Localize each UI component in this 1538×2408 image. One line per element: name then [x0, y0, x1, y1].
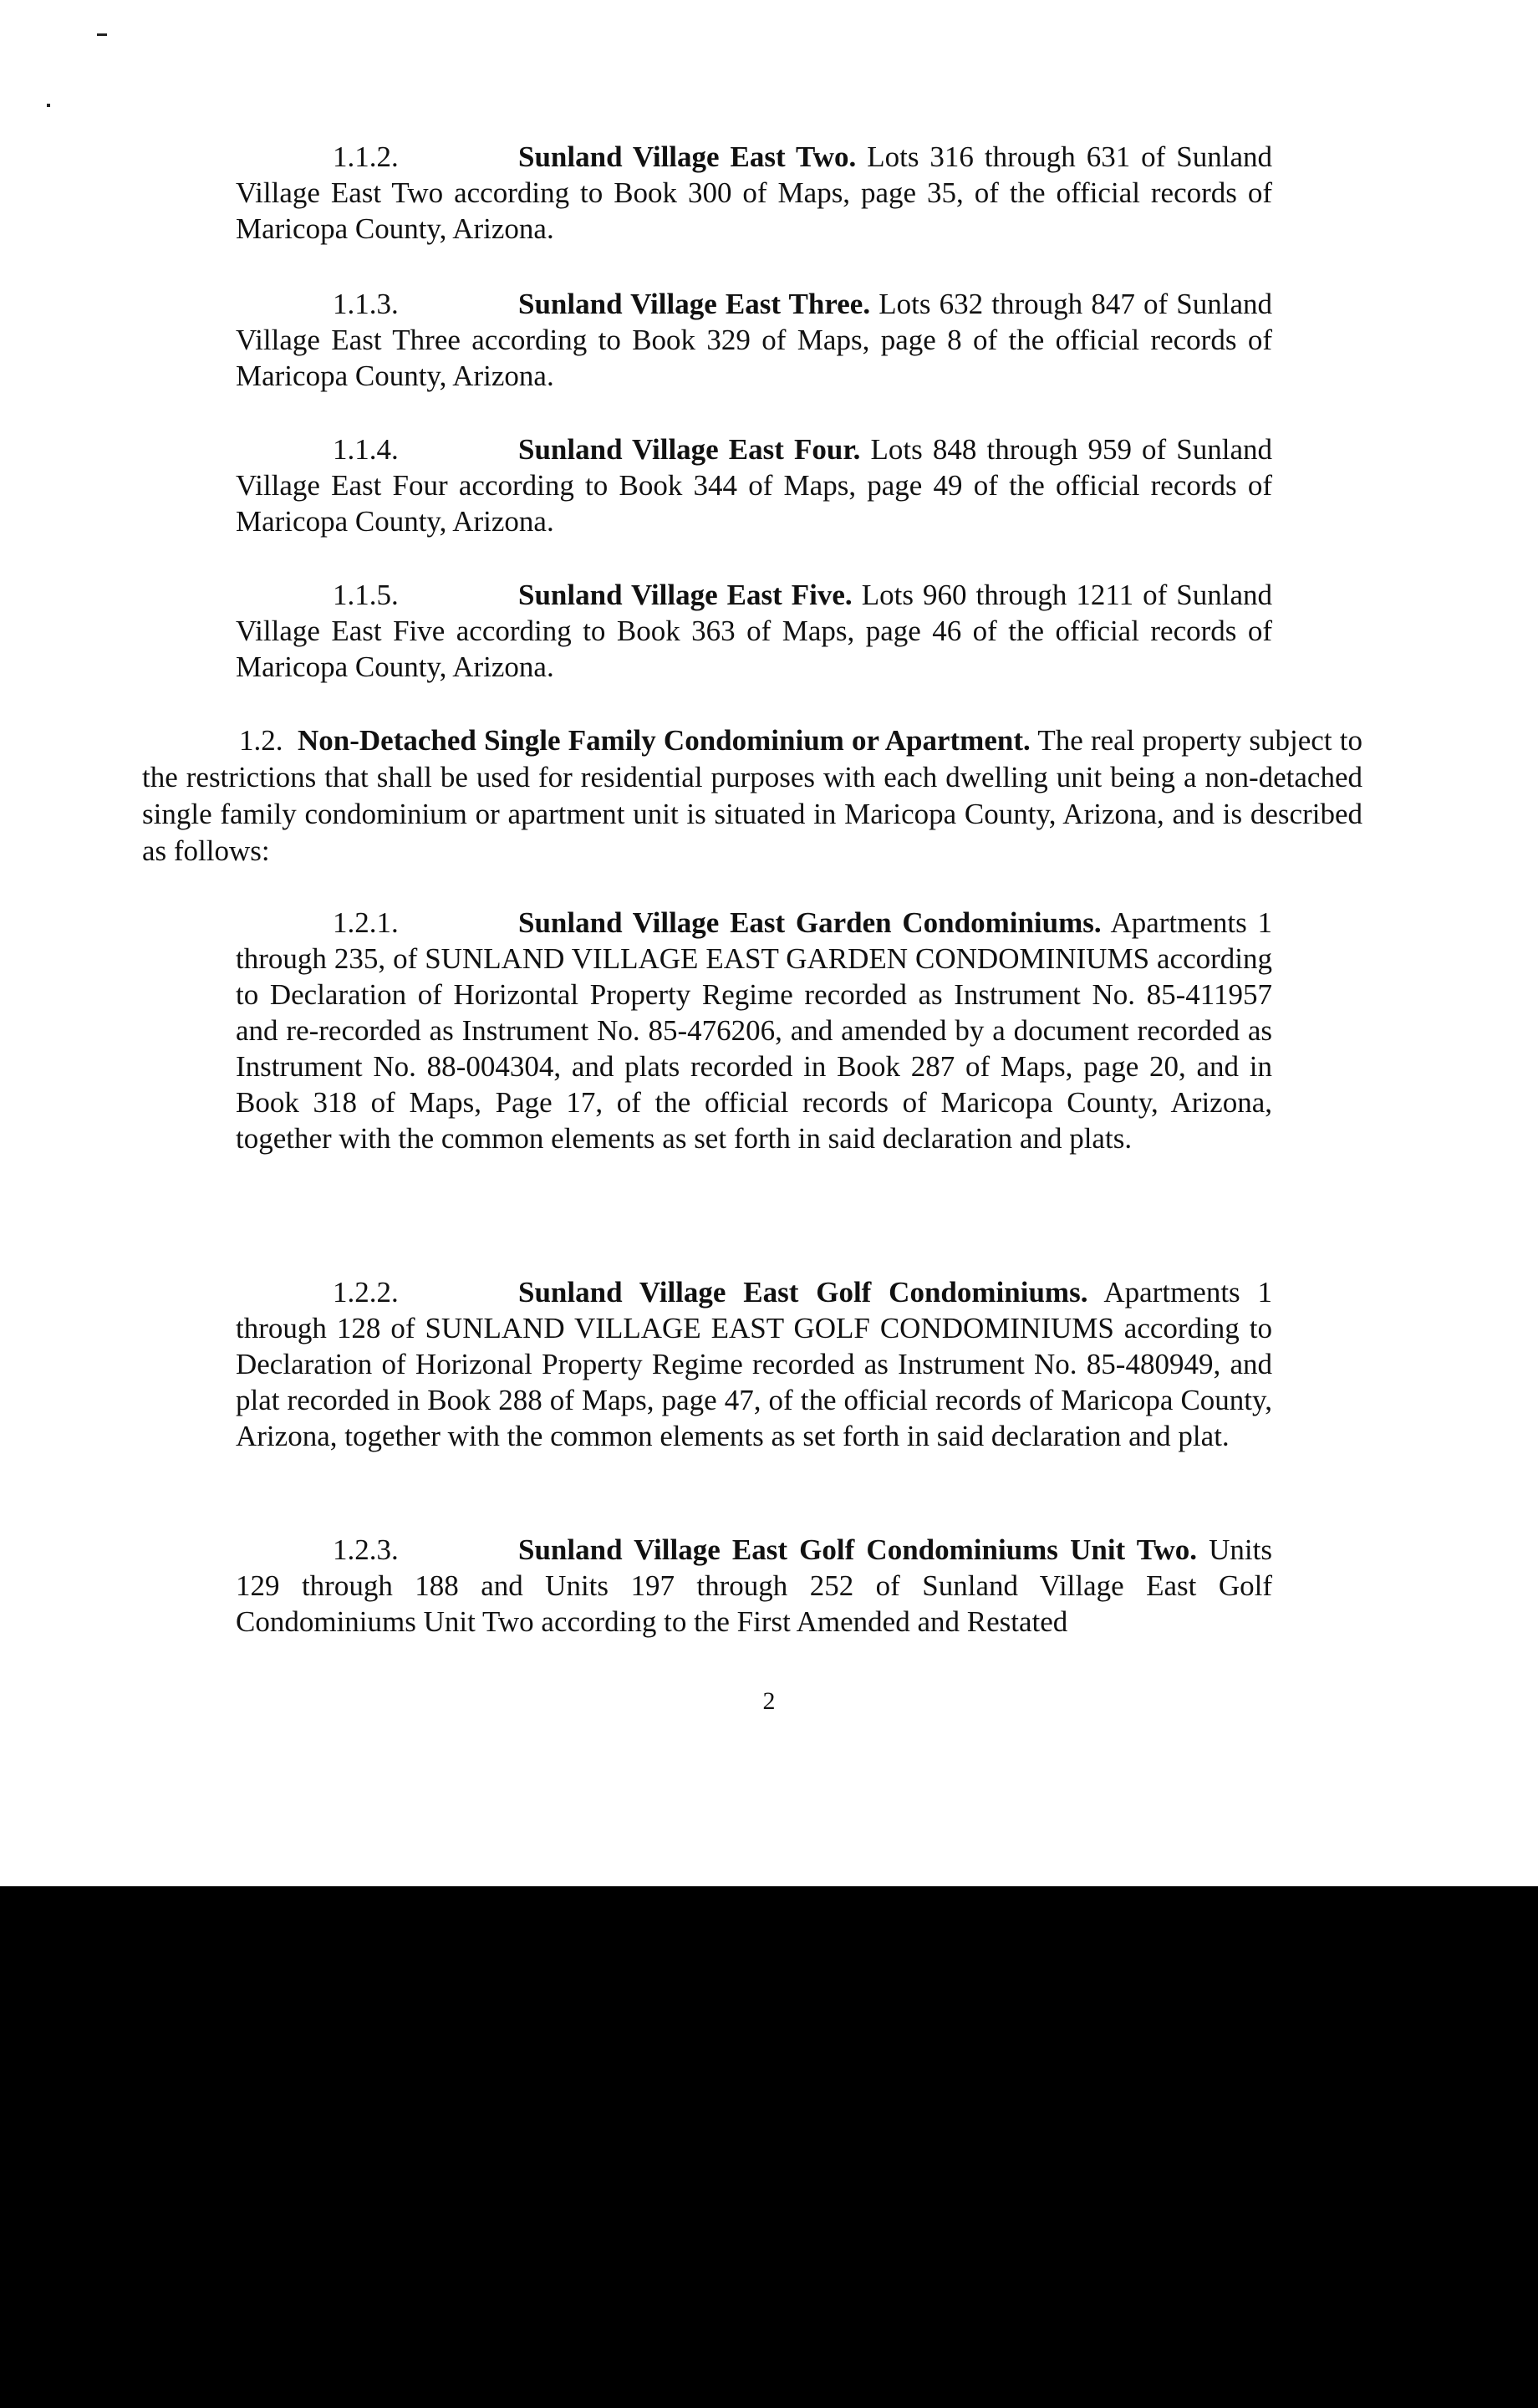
- scan-speck: [97, 33, 107, 36]
- section-title: Sunland Village East Four.: [518, 433, 861, 466]
- page-number: 2: [762, 1687, 776, 1715]
- section-body: Lots 316 through 631 of Sunland Village East Two according to Book 300 of Maps, page 35, of the official records of Maricopa County, Arizona.: [236, 140, 1273, 245]
- section-1-1-5: [236, 577, 1272, 685]
- section-1-1-4: [236, 431, 1272, 539]
- section-number: 1.1.3.: [333, 288, 399, 320]
- section-number: 1.2.3.: [333, 1533, 399, 1566]
- section-number: 1.2.: [239, 724, 283, 757]
- section-body: The real property subject to the restrictions that shall be used for residential purposes with each dwelling unit being a non-detached single family condominium or apartment unit is situated in Maricopa County, Arizona, and is described as follows:: [142, 724, 1363, 867]
- section-1-1-2: [236, 139, 1272, 247]
- section-number: 1.2.2.: [333, 1276, 399, 1309]
- section-number: 1.1.2.: [333, 140, 399, 173]
- section-title: Sunland Village East Golf Condominiums Unit Two.: [518, 1533, 1197, 1566]
- section-number: 1.1.5.: [333, 579, 399, 611]
- section-number: 1.2.1.: [333, 906, 399, 939]
- section-title: Non-Detached Single Family Condominium or Apartment.: [298, 724, 1031, 757]
- scan-border: [0, 1886, 1538, 2408]
- section-number: 1.1.4.: [333, 433, 399, 466]
- section-title: Sunland Village East Five.: [518, 579, 853, 611]
- section-1-2-2: [236, 1274, 1272, 1454]
- section-1-2-3: [236, 1532, 1272, 1640]
- section-1-2: [142, 722, 1362, 870]
- section-body: Apartments 1 through 235, of SUNLAND VILLAGE EAST GARDEN CONDOMINIUMS according to Declaration of Horizontal Property Regime recorded as Instrument No. 85-411957 and re-recorded as Instrument No. 85-476206, and amended by a document recorded as Instrument No. 88-004304, and plats recorded in Book 287 of Maps, page 20, and in Book 318 of Maps, Page 17, of the official records of Maricopa County, Arizona, together with the common elements as set forth in said declaration and plats.: [236, 906, 1272, 1155]
- section-body: Lots 632 through 847 of Sunland Village East Three according to Book 329 of Maps, page 8 of the official records of Maricopa County, Arizona.: [236, 288, 1273, 392]
- section-body: Lots 960 through 1211 of Sunland Village East Five according to Book 363 of Maps, page 46 of the official records of Maricopa County, Arizona.: [236, 579, 1273, 683]
- section-title: Sunland Village East Garden Condominiums.: [518, 906, 1102, 939]
- scan-speck: [47, 104, 50, 107]
- section-title: Sunland Village East Three.: [518, 288, 871, 320]
- section-title: Sunland Village East Two.: [518, 140, 857, 173]
- section-body: Apartments 1 through 128 of SUNLAND VILLAGE EAST GOLF CONDOMINIUMS according to Declaration of Horizonal Property Regime recorded as Instrument No. 85-480949, and plat recorded in Book 288 of Maps, page 47, of the official records of Maricopa County, Arizona, together with the common elements as set forth in said declaration and plat.: [236, 1276, 1273, 1452]
- section-title: Sunland Village East Golf Condominiums.: [518, 1276, 1088, 1309]
- section-1-2-1: [236, 905, 1272, 1156]
- section-body: Units 129 through 188 and Units 197 through 252 of Sunland Village East Golf Condominiums Unit Two according to the First Amended and Restated: [236, 1533, 1273, 1638]
- section-1-1-3: [236, 286, 1272, 394]
- section-body: Lots 848 through 959 of Sunland Village East Four according to Book 344 of Maps, page 49 of the official records of Maricopa County, Arizona.: [236, 433, 1273, 538]
